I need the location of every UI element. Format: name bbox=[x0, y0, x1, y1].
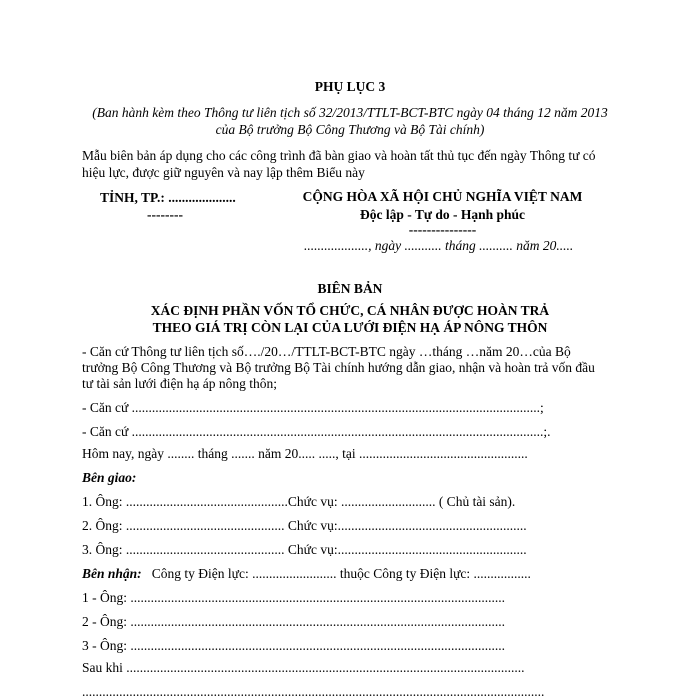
basis-line-3: tư tài sản lưới điện hạ áp nông thôn; bbox=[82, 376, 277, 391]
giver-row-2: 2. Ông: ............................................... Chức vụ:........................................................ bbox=[82, 518, 527, 533]
date-line: ..................., ngày ........... tháng .......... năm 20..... bbox=[304, 238, 574, 253]
country-name: CỘNG HÒA XÃ HỘI CHỦ NGHĨA VIỆT NAM bbox=[302, 189, 583, 204]
basis-2: - Căn cứ .........................................................................................................................; bbox=[82, 400, 544, 415]
issued-line-2: của Bộ trưởng Bộ Công Thương và Bộ Tài chính) bbox=[215, 122, 485, 137]
subject-line-2: THEO GIÁ TRỊ CÒN LẠI CỦA LƯỚI ĐIỆN HẠ ÁP NÔNG THÔN bbox=[152, 320, 548, 335]
receiver-row-1: 1 - Ông: ............................................................................................................... bbox=[82, 590, 505, 605]
giver-row-1: 1. Ông: ................................................Chức vụ: ............................ ( Chủ tài sản). bbox=[82, 494, 516, 509]
basis-line-2: trưởng Bộ Công Thương và Bộ trưởng Bộ Tài chính hướng dẫn giao, nhận và hoàn trả vốn đầu bbox=[82, 360, 595, 375]
after-line: Sau khi ...................................................................................................................... bbox=[82, 660, 525, 675]
today-line: Hôm nay, ngày ........ tháng ....... năm 20..... ....., tại .................................................. bbox=[82, 446, 528, 461]
province-label: TỈNH, TP.: .................... bbox=[100, 190, 236, 205]
motto-dash: --------------- bbox=[408, 222, 477, 237]
final-line: ......................................................................................................................................... bbox=[82, 684, 545, 699]
receiver-row-2: 2 - Ông: ............................................................................................................... bbox=[82, 614, 505, 629]
receiver-company: Công ty Điện lực: ......................... thuộc Công ty Điện lực: ................. bbox=[151, 566, 531, 581]
intro-line-1: Mẫu biên bản áp dụng cho các công trình đã bàn giao và hoàn tất thủ tục đến ngày Thông tư có bbox=[82, 148, 596, 163]
subject-line-1: XÁC ĐỊNH PHẦN VỐN TỔ CHỨC, CÁ NHÂN ĐƯỢC HOÀN TRẢ bbox=[150, 303, 550, 318]
appendix-title: PHỤ LỤC 3 bbox=[314, 79, 386, 94]
receiver-label: Bên nhận: bbox=[82, 566, 142, 581]
issued-line-1: (Ban hành kèm theo Thông tư liên tịch số 32/2013/TTLT-BCT-BTC ngày 04 tháng 12 năm 2013 bbox=[92, 105, 608, 120]
giver-label: Bên giao: bbox=[82, 470, 137, 485]
giver-row-3: 3. Ông: ............................................... Chức vụ:........................................................ bbox=[82, 542, 527, 557]
receiver-row-3: 3 - Ông: ............................................................................................................... bbox=[82, 638, 505, 653]
motto: Độc lập - Tự do - Hạnh phúc bbox=[359, 207, 526, 222]
intro-line-2: hiệu lực, được giữ nguyên và nay lập thêm Biểu này bbox=[82, 165, 365, 180]
basis-3: - Căn cứ ..........................................................................................................................;. bbox=[82, 424, 551, 439]
document-title: BIÊN BẢN bbox=[317, 281, 383, 296]
receiver-line bbox=[82, 566, 531, 582]
basis-line-1: - Căn cứ Thông tư liên tịch số…./20…/TTLT-BCT-BTC ngày …tháng …năm 20…của Bộ bbox=[82, 344, 571, 359]
province-dash: -------- bbox=[147, 207, 183, 222]
